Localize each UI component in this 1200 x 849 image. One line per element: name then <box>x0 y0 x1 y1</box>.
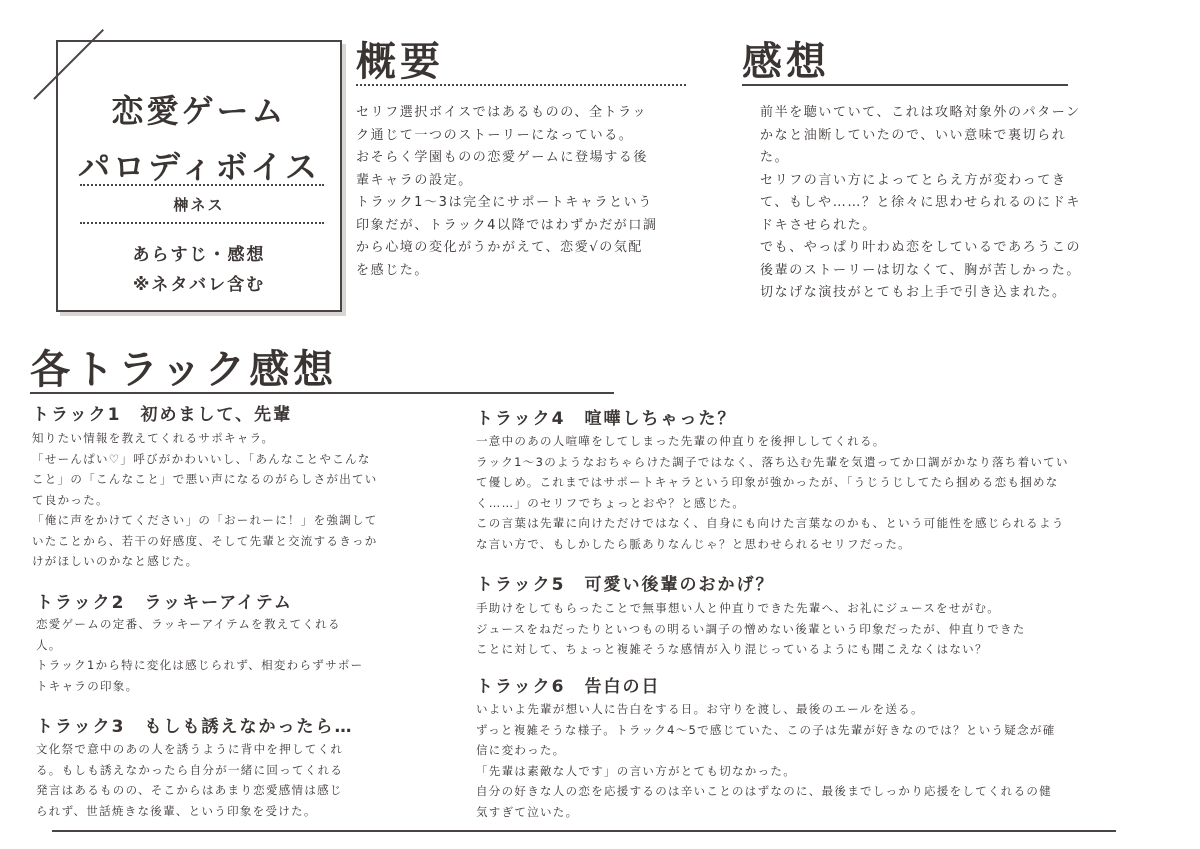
impression-body: 前半を聴いていて、これは攻略対象外のパターン かなと油断していたので、いい意味で裏切られ た。 セリフの言い方によってとらえ方が変わってき て、もしや……？と徐々に思わせられるのにドキ ドキさせられた。 でも、やっぱり叶わぬ恋をしているであろうこの 後輩のストーリーは切なくて、胸が苦しかった。 切なげな演技がとてもお上手で引き込まれた。 <box>760 105 1082 300</box>
track-2-body: 恋愛ゲームの定番、ラッキーアイテムを教えてくれる 人。 トラック1から特に変化は感じられず、相変わらずサポー トキャラの印象。 <box>36 617 364 693</box>
tracks-section-divider <box>30 392 614 394</box>
bottom-divider <box>52 830 1116 832</box>
track-5-title: トラック5 可愛い後輩のおかげ？ <box>476 575 775 595</box>
overview-divider <box>356 84 686 86</box>
overview-body: セリフ選択ボイスではあるものの、全トラッ ク通じて一つのストーリーになっている。 おそらく学園ものの恋愛ゲームに登場する後 輩キャラの設定。 トラック1～3は完全にサポートキャラという 印象だが、トラック4以降ではわずかだが口調 から心境の変化がうかがえて、恋愛√の気配 を感じた。 <box>356 105 658 278</box>
track-3-body: 文化祭で意中のあの人を誘うように背中を押してくれ る。もしも誘えなかったら自分が一緒に回ってくれる 発言はあるものの、そこからはあまり恋愛感情は感じ られず、世話焼きな後輩、という印象を受けた。 <box>36 742 344 818</box>
overview-heading: 概要 <box>356 39 444 85</box>
title-line-2: パロディボイス <box>77 148 321 186</box>
track-2-title: トラック2 ラッキーアイテム <box>36 593 293 613</box>
track-5-body: 手助けをしてもらったことで無事想い人と仲直りできた先輩へ、お礼にジュースをせがむ。 ジュースをねだったりといつもの明るい調子の憎めない後輩という印象だったが、仲直りできた ことに対して、ちょっと複雑そうな感情が入り混じっているようにも聞こえなくはない？ <box>476 601 1026 656</box>
subtitle-synopsis: あらすじ・感想 <box>132 245 266 265</box>
title-box <box>56 40 342 312</box>
tracks-section-heading: 各トラック感想 <box>30 347 338 393</box>
impression-divider <box>742 84 1068 86</box>
track-1-body: 知りたい情報を教えてくれるサポキャラ。 「せーんぱい♡」呼びがかわいいし、「あんなことやこんな こと」の「こんなこと」で悪い声になるのがらしさが出てい て良かった。 「俺に声をかけてください」の「おーれーに！」を強調して いたことから、若干の好感度、そして先輩と交流するきっか けがほしいのかなと感じた。 <box>32 431 378 568</box>
track-4-title: トラック4 喧嘩しちゃった？ <box>476 409 737 429</box>
track-3-title: トラック3 もしも誘えなかったら… <box>36 717 354 737</box>
track-6-body: いよいよ先輩が想い人に告白をする日。お守りを渡し、最後のエールを送る。 ずっと複雑そうな様子。トラック4～5で感じていた、この子は先輩が好きなのでは？という疑念が確 信に変わった。 「先輩は素敵な人です」の言い方がとても切なかった。 自分の好きな人の恋を応援するのは辛いことのはずなのに、最後までしっかり応援をしてくれるの健 気すぎて泣いた。 <box>476 702 1056 819</box>
track-6-title: トラック6 告白の日 <box>476 677 661 697</box>
track-4-body: 一意中のあの人喧嘩をしてしまった先輩の仲直りを後押ししてくれる。 ラック1～3のようなおちゃらけた調子ではなく、落ち込む先輩を気遣ってか口調がかなり落ち着いてい て優しめ。これまではサポートキャラという印象が強かったが、「うじうじしてたら掴める恋も掴めな く……」のセリフでちょっとおや？と感じた。 この言葉は先輩に向けただけではなく、自身にも向けた言葉なのかも、という可能性を感じられるよう な言い方で、もしかしたら脈ありなんじゃ？と思わせられるセリフだった。 <box>476 434 1069 551</box>
subtitle-spoiler-note: ※ネタバレ含む <box>132 275 266 295</box>
impression-heading: 感想 <box>742 39 830 85</box>
title-line-1: 恋愛ゲーム <box>111 92 287 130</box>
title-divider-bottom <box>80 222 324 224</box>
track-1-title: トラック1 初めまして、先輩 <box>32 405 293 425</box>
author-name: 榊ネス <box>173 196 225 214</box>
title-divider-top <box>80 184 324 186</box>
